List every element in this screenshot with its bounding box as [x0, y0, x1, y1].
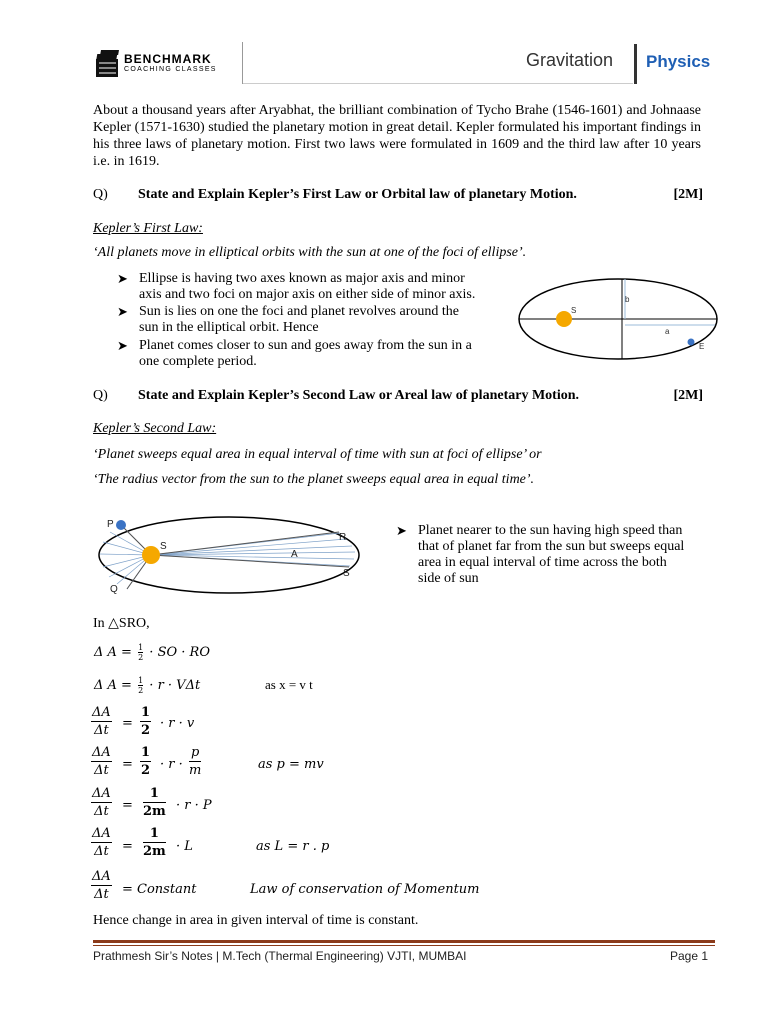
brand-subtitle: COACHING CLASSES: [124, 66, 217, 73]
question-1: [93, 187, 703, 205]
law-1-bullet: ➤ Sun is lies on one the foci and planet revolves around the sun in the elliptical orbit. Hence: [117, 304, 459, 335]
law-1-statement: ‘All planets move in elliptical orbits with the sun at one of the foci of ellipse’.: [93, 245, 527, 260]
equation-2-note: as x = v t: [265, 677, 313, 692]
header-rule: [243, 83, 633, 84]
eq4-note: as p = mv: [258, 757, 324, 772]
intro-paragraph: About a thousand years after Aryabhat, the brilliant combination of Tycho Brahe (1546-1601) and Johnaase Kepler (1571-1630) studied the planetary motion in great detail. Kepler formulated his important findings in his three laws of planetary motion. First two laws were formulated in 1609 and the third law after 10 years i.e. in 1619.: [93, 103, 701, 169]
sun-label: S: [160, 541, 167, 552]
area-label: A: [291, 549, 298, 560]
sun-label: S: [571, 306, 577, 315]
arrow-bullet-icon: ➤: [117, 304, 128, 319]
arrow-bullet-icon: ➤: [396, 523, 407, 538]
question-marks: [2M]: [673, 388, 703, 403]
equation-2: Δ A = $\frac{1}{2}$ · r · VΔt: [94, 676, 201, 695]
areal-law-diagram: [96, 510, 366, 598]
footer-text: Prathmesh Sir’s Notes | M.Tech (Thermal Engineering) VJTI, MUMBAI: [93, 949, 467, 963]
r-label: R: [339, 532, 347, 543]
arrow-bullet-icon: ➤: [117, 338, 128, 353]
law-2-title: Kepler’s Second Law:: [93, 421, 217, 436]
question-number: Q): [93, 388, 108, 403]
planet-label: E: [699, 342, 705, 351]
sun: [556, 311, 572, 327]
eq6-note: as L = r . p: [256, 839, 330, 854]
a-label: a: [665, 327, 670, 336]
eq7-lhs: $\frac{\Delta A}{\Delta t}$: [92, 869, 111, 902]
law-1-bullet: ➤ Planet comes closer to sun and goes away from the sun in a one complete period.: [117, 338, 472, 369]
logo-icon: [96, 50, 122, 83]
chapter-title: Gravitation: [526, 50, 614, 70]
eq3-lhs: $\frac{\Delta A}{\Delta t}$: [92, 705, 111, 738]
sun: [142, 546, 160, 564]
arrow-bullet-icon: ➤: [117, 271, 128, 286]
law-2-bullet: ➤ Planet nearer to the sun having high speed than that of planet far from the sun but sweeps equal area in equal interval of time across the both side of sun: [396, 523, 685, 586]
law-1-title: Kepler’s First Law:: [93, 221, 203, 236]
s-label: S: [343, 568, 350, 579]
eq7-note: Law of conservation of Momentum: [250, 882, 480, 897]
equation-1: Δ A = $\frac{1}{2}$ · SO · RO: [94, 643, 210, 662]
q-label: Q: [110, 584, 118, 595]
subject-title: Physics: [646, 52, 711, 71]
footer-rule-thin: [93, 945, 715, 946]
header-divider-bold: [634, 44, 637, 84]
ellipse-orbit-diagram: [515, 276, 720, 364]
planet: [688, 339, 695, 346]
question-number: Q): [93, 187, 108, 202]
question-text: State and Explain Kepler’s Second Law or Areal law of planetary Motion.: [138, 388, 579, 403]
derivation-conclusion: Hence change in area in given interval of time is constant.: [93, 913, 419, 928]
question-2: [93, 388, 703, 406]
brand-name: BENCHMARK: [124, 52, 212, 66]
eq6-lhs: $\frac{\Delta A}{\Delta t}$: [92, 826, 111, 859]
footer-rule: [93, 940, 715, 943]
header-divider: [242, 42, 243, 84]
law-2-statement-2: ‘The radius vector from the sun to the planet sweeps equal area in equal time’.: [93, 472, 535, 487]
eq4-lhs: $\frac{\Delta A}{\Delta t}$: [92, 745, 111, 778]
law-2-statement-1: ‘Planet sweeps equal area in equal interval of time with sun at foci of ellipse’ or: [93, 447, 542, 462]
derivation-intro: In △SRO,: [93, 616, 150, 631]
page-number: Page 1: [670, 949, 709, 963]
b-label: b: [625, 295, 630, 304]
question-text: State and Explain Kepler’s First Law or Orbital law of planetary Motion.: [138, 187, 577, 202]
planet: [116, 520, 126, 530]
eq5-lhs: $\frac{\Delta A}{\Delta t}$: [92, 786, 111, 819]
law-1-bullet: ➤ Ellipse is having two axes known as major axis and minor axis and two foci on major axis on either side of minor axis.: [117, 271, 476, 302]
question-marks: [2M]: [673, 187, 703, 202]
p-label: P: [107, 519, 114, 530]
